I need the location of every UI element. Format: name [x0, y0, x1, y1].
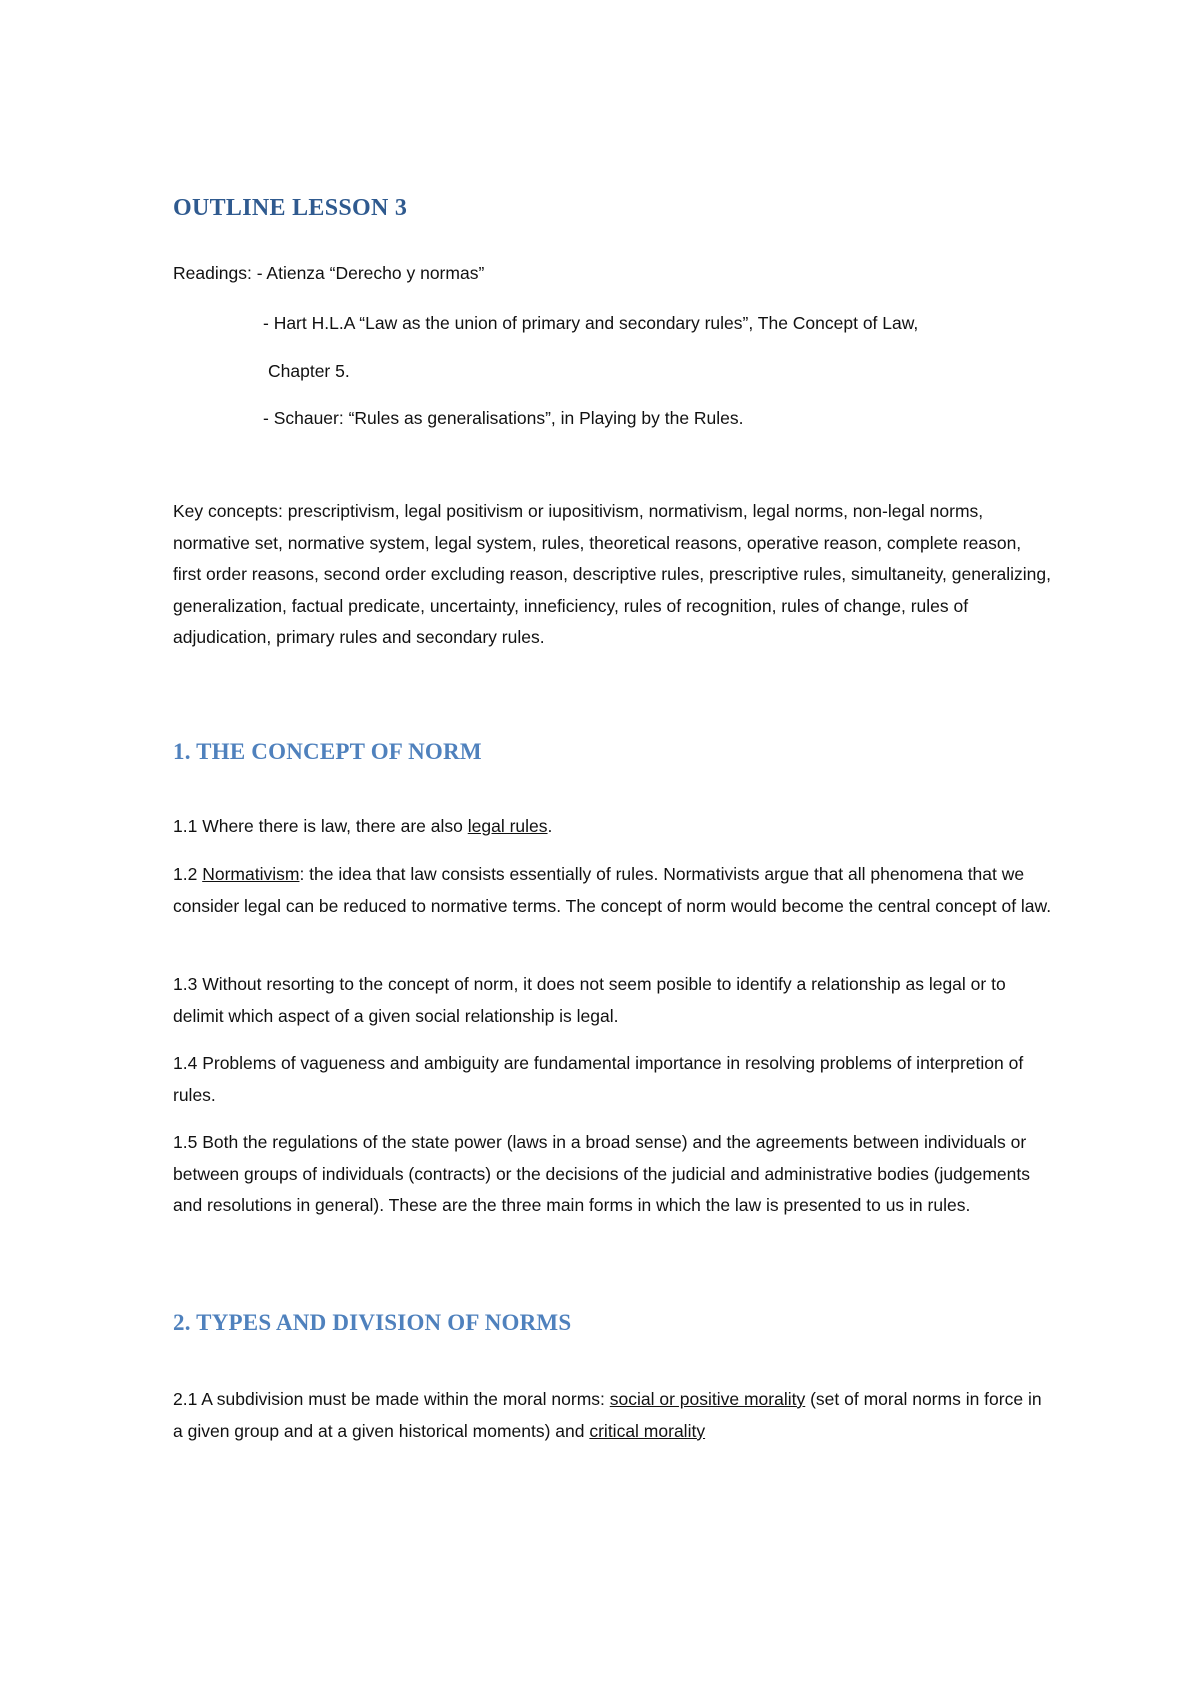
section-1-paragraph-1: [173, 811, 1053, 843]
paragraph-text: 2.1 A subdivision must be made within the moral norms:: [173, 1389, 610, 1409]
section-1-paragraph-3: 1.3 Without resorting to the concept of norm, it does not seem posible to identify a relationship as legal or to delimit which aspect of a given social relationship is legal.: [173, 974, 1006, 1026]
section-1-paragraph-5: 1.5 Both the regulations of the state power (laws in a broad sense) and the agreements between individuals or between groups of individuals (contracts) or the decisions of the judicial and administrative bodies (judgements and resolutions in general). These are the three main forms in which the law is presented to us in rules.: [173, 1132, 1030, 1216]
readings-line-1: [173, 262, 484, 284]
key-concepts-paragraph: Key concepts: prescriptivism, legal positivism or iupositivism, normativism, legal norms, non-legal norms, normative set, normative system, legal system, rules, theoretical reasons, operative reason, complete reason, first order reasons, second order excluding reason, descriptive rules, prescriptive rules, simultaneity, generalizing, generalization, factual predicate, uncertainty, inneficiency, rules of recognition, rules of change, rules of adjudication, primary rules and secondary rules.: [173, 501, 1051, 648]
paragraph-text: : the idea that law consists essentially of rules. Normativists argue that all phenomena that we consider legal can be reduced to normative terms. The concept of norm would become the central concept of law.: [173, 864, 1052, 916]
paragraph-text: 1.1 Where there is law, there are also: [173, 816, 468, 836]
reading-item-3: - Schauer: “Rules as generalisations”, in Playing by the Rules.: [263, 408, 744, 428]
paragraph-text: .: [547, 816, 553, 836]
underlined-term-critical-morality: critical morality: [589, 1420, 706, 1441]
document-title: OUTLINE LESSON 3: [173, 195, 408, 221]
underlined-term-legal-rules: legal rules: [467, 816, 548, 836]
reading-item-2-continued: Chapter 5.: [268, 361, 350, 381]
reading-item-2: - Hart H.L.A “Law as the union of primary and secondary rules”, The Concept of Law,: [263, 313, 919, 333]
readings-label: Readings:: [173, 263, 252, 283]
section-1-heading: 1. THE CONCEPT OF NORM: [173, 739, 482, 764]
paragraph-text: (set of moral norms in force in a given group and at a given historical moments) and: [173, 1389, 1042, 1441]
paragraph-text: 1.2: [173, 864, 203, 884]
section-2-paragraph-1: [173, 1384, 1053, 1447]
underlined-term-social-morality: social or positive morality: [609, 1389, 806, 1409]
section-1-paragraph-4: 1.4 Problems of vagueness and ambiguity are fundamental importance in resolving problems of interpretion of rules.: [173, 1053, 1024, 1105]
underlined-term-normativism: Normativism: [202, 864, 300, 884]
section-1-paragraph-2: [173, 859, 1053, 922]
section-2-heading: 2. TYPES AND DIVISION OF NORMS: [173, 1310, 572, 1335]
reading-item-1: - Atienza “Derecho y normas”: [256, 263, 485, 283]
